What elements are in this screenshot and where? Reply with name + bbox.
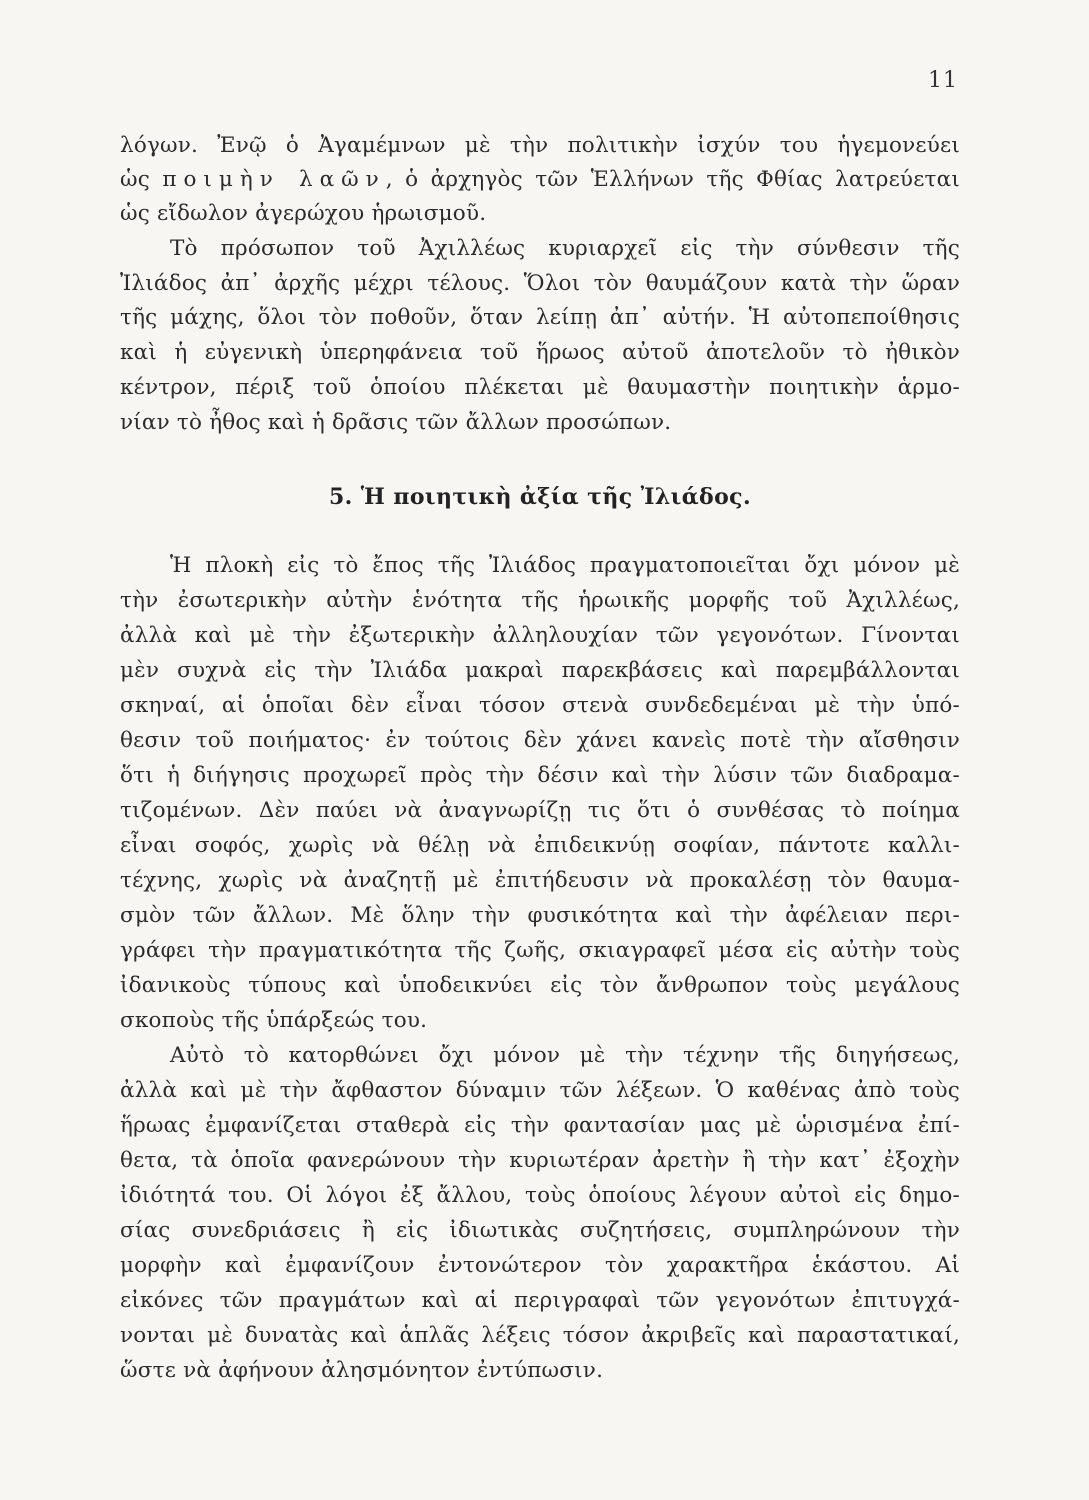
text-line: τέχνης, χωρὶς νὰ ἀναζητῇ μὲ ἐπιτήδευσιν νὰ προκαλέσῃ τὸν θαυμα-	[120, 868, 960, 893]
text-line: ἰδιότητά του. Οἱ λόγοι ἐξ ἄλλου, τοὺς ὁποίους λέγουν αὐτοὶ εἰς δημο-	[120, 1183, 960, 1208]
text-line: μορφὴν καὶ ἐμφανίζουν ἐντονώτερον τὸν χαρακτῆρα ἑκάστου. Αἱ	[120, 1253, 960, 1278]
text-line: Ἡ πλοκὴ εἰς τὸ ἔπος τῆς Ἰλιάδος πραγματοποιεῖται ὄχι μόνον μὲ	[170, 553, 960, 578]
text-line: θετα, τὰ ὁποῖα φανερώνουν τὴν κυριωτέραν ἀρετὴν ἢ τὴν κατ᾿ ἐξοχὴν	[120, 1148, 960, 1173]
text-line: μὲν συχνὰ εἰς τὴν Ἰλιάδα μακραὶ παρεκβάσεις καὶ παρεμβάλλονται	[120, 658, 960, 683]
text-line: τὴν ἐσωτερικὴν αὐτὴν ἑνότητα τῆς ἡρωικῆς μορφῆς τοῦ Ἀχιλλέως,	[120, 588, 960, 613]
text-line: σκηναί, αἱ ὁποῖαι δὲν εἶναι τόσον στενὰ συνδεδεμέναι μὲ τὴν ὑπό-	[120, 693, 960, 718]
text-line: Αὐτὸ τὸ κατορθώνει ὄχι μόνον μὲ τὴν τέχνην τῆς διηγήσεως,	[170, 1043, 960, 1068]
text-line: κέντρον, πέριξ τοῦ ὁποίου πλέκεται μὲ θαυμαστὴν ποιητικὴν ἁρμο-	[120, 375, 960, 400]
text-line: σμὸν τῶν ἄλλων. Μὲ ὅλην τὴν φυσικότητα καὶ τὴν ἀφέλειαν περι-	[120, 903, 960, 928]
text-line: τιζομένων. Δὲν παύει νὰ ἀναγνωρίζῃ τις ὅτι ὁ συνθέσας τὸ ποίημα	[120, 798, 960, 823]
text-line: ἀλλὰ καὶ μὲ τὴν ἐξωτερικὴν ἀλληλουχίαν τῶν γεγονότων. Γίνονται	[120, 623, 960, 648]
section-heading: 5. Ἡ ποιητικὴ ἀξία τῆς Ἰλιάδος.	[328, 484, 752, 510]
text-line: νίαν τὸ ἦθος καὶ ἡ δρᾶσις τῶν ἄλλων προσώπων.	[120, 410, 672, 435]
text-fragment: ὡς	[120, 167, 163, 192]
text-line: εἶναι σοφός, χωρὶς νὰ θέλῃ νὰ ἐπιδεικνύῃ σοφίαν, πάντοτε καλλι-	[120, 833, 960, 858]
text-line: λόγων. Ἐνῷ ὁ Ἀγαμέμνων μὲ τὴν πολιτικὴν ἰσχύν του ἡγεμονεύει	[120, 133, 960, 158]
text-line: καὶ ἡ εὐγενικὴ ὑπερηφάνεια τοῦ ἥρωος αὐτοῦ ἀποτελοῦν τὸ ἠθικὸν	[120, 340, 960, 365]
text-line: σκοποὺς τῆς ὑπάρξεώς του.	[120, 1008, 428, 1033]
text-line: ἀλλὰ καὶ μὲ τὴν ἄφθαστον δύναμιν τῶν λέξεων. Ὁ καθένας ἀπὸ τοὺς	[120, 1078, 960, 1103]
text-line: ἥρωας ἐμφανίζεται σταθερὰ εἰς τὴν φαντασίαν μας μὲ ὡρισμένα ἐπί-	[120, 1113, 960, 1138]
page-number: 11	[928, 68, 958, 93]
text-line	[120, 164, 960, 198]
text-line: γράφει τὴν πραγματικότητα τῆς ζωῆς, σκιαγραφεῖ μέσα εἰς αὐτὴν τοὺς	[120, 938, 960, 963]
text-line: νονται μὲ δυνατὰς καὶ ἁπλᾶς λέξεις τόσον ἀκριβεῖς καὶ παραστατικαί,	[120, 1323, 960, 1348]
text-line: ὡς εἴδωλον ἀγερώχου ἡρωισμοῦ.	[120, 201, 487, 226]
text-line: σίας συνεδριάσεις ἢ εἰς ἰδιωτικὰς συζητήσεις, συμπληρώνουν τὴν	[120, 1218, 960, 1243]
text-line: ὥστε νὰ ἀφήνουν ἀλησμόνητον ἐντύπωσιν.	[120, 1358, 604, 1383]
text-line: ἰδανικοὺς τύπους καὶ ὑποδεικνύει εἰς τὸν ἄνθρωπον τοὺς μεγάλους	[120, 973, 960, 998]
text-fragment: , ὁ ἀρχηγὸς τῶν Ἑλλήνων τῆς Φθίας λατρεύεται	[385, 167, 960, 192]
text-line: θεσιν τοῦ ποιήματος· ἐν τούτοις δὲν χάνει κανεὶς ποτὲ τὴν αἴσθησιν	[120, 728, 960, 753]
text-line: τῆς μάχης, ὅλοι τὸν ποθοῦν, ὅταν λείπῃ ἀπ᾿ αὐτήν. Ἡ αὐτοπεποίθησις	[120, 305, 960, 330]
text-line: Ἰλιάδος ἀπ᾿ ἀρχῆς μέχρι τέλους. Ὅλοι τὸν θαυμάζουν κατὰ τὴν ὥραν	[120, 271, 960, 296]
spaced-emphasis: ποιμὴν λαῶν	[162, 167, 386, 192]
text-line: Τὸ πρόσωπον τοῦ Ἀχιλλέως κυριαρχεῖ εἰς τὴν σύνθεσιν τῆς	[170, 236, 960, 261]
text-line: εἰκόνες τῶν πραγμάτων καὶ αἱ περιγραφαὶ τῶν γεγονότων ἐπιτυγχά-	[120, 1288, 960, 1313]
text-line: ὅτι ἡ διήγησις προχωρεῖ πρὸς τὴν δέσιν καὶ τὴν λύσιν τῶν διαδραμα-	[120, 763, 960, 788]
